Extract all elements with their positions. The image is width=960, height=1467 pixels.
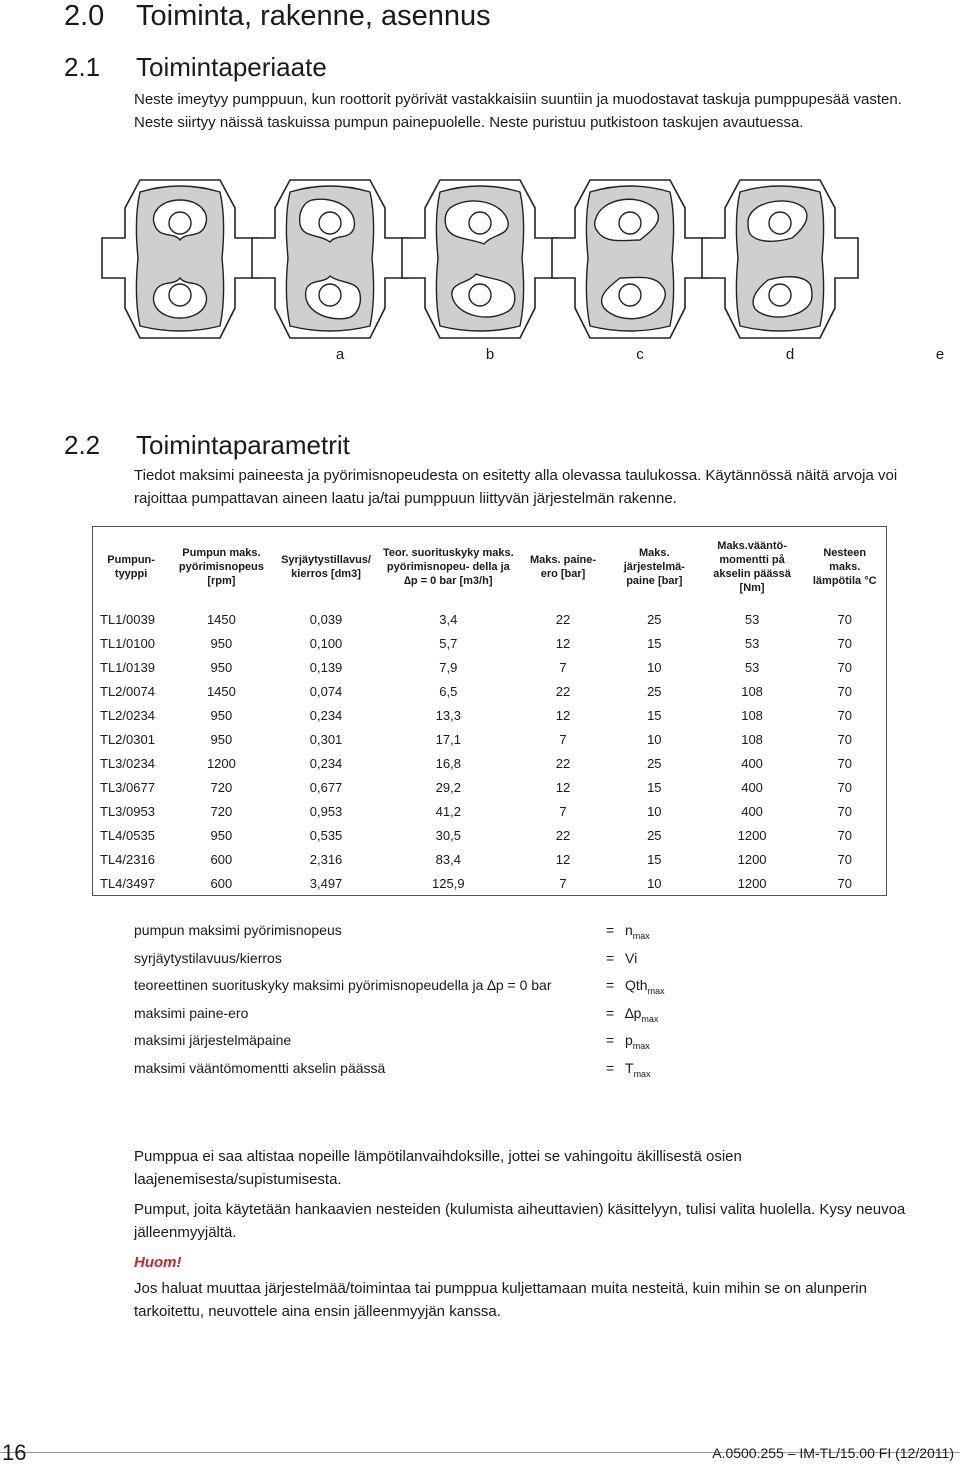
table-cell: 6,5 bbox=[439, 683, 458, 699]
table-cell: 30,5 bbox=[435, 827, 461, 843]
table-cell: 25 bbox=[647, 611, 662, 627]
table-cell: 70 bbox=[837, 611, 852, 627]
table-cell: 53 bbox=[744, 635, 760, 651]
pump-operation-figure bbox=[100, 178, 945, 368]
table-cell: 22 bbox=[555, 827, 571, 843]
table-cell: 0,139 bbox=[309, 659, 343, 675]
table-cell: 0,301 bbox=[309, 731, 343, 747]
legend-symbol-subscript: max bbox=[632, 1041, 650, 1051]
pump-housing-icon bbox=[700, 178, 860, 343]
header-theoretical-capacity: Teor. suorituskyky maks. pyörimisnopeu- della ja ∆p = 0 bar [m3/h] bbox=[383, 547, 514, 587]
legend-row bbox=[134, 1060, 754, 1088]
table-cell: 108 bbox=[741, 731, 763, 747]
header-max-speed: Pumpun maks. pyörimisnopeus [rpm] bbox=[178, 547, 264, 587]
table-row bbox=[93, 607, 887, 631]
pump-housing-icon bbox=[100, 178, 260, 343]
section-heading-2-1 bbox=[64, 52, 327, 83]
header-displacement: Syrjäytystillavus/ kierros [dm3] bbox=[281, 554, 371, 580]
legend-row bbox=[134, 977, 754, 1005]
table-cell: TL1/0039 bbox=[100, 611, 155, 627]
pump-diagram-e bbox=[700, 178, 945, 368]
table-cell: 950 bbox=[210, 707, 233, 723]
table-cell: 22 bbox=[555, 683, 571, 699]
table-cell: 1200 bbox=[737, 875, 767, 891]
table-cell: 0,074 bbox=[309, 683, 343, 699]
legend-symbol-subscript: max bbox=[641, 1013, 659, 1024]
table-cell: 0,234 bbox=[309, 755, 343, 771]
legend-symbol bbox=[625, 1032, 650, 1051]
table-cell: 25 bbox=[647, 683, 662, 699]
table-cell: 1450 bbox=[206, 611, 236, 627]
table-row bbox=[93, 751, 887, 775]
table-cell: 70 bbox=[837, 635, 852, 651]
header-max-torque: Maks.vääntö- momentti på akselin päässä [Nm] bbox=[713, 540, 791, 594]
heading-number: 2.2 bbox=[64, 430, 101, 460]
table-cell: 83,4 bbox=[435, 851, 461, 867]
table-cell: 41,2 bbox=[435, 803, 461, 819]
table-cell: 15 bbox=[647, 779, 662, 795]
table-body bbox=[93, 607, 887, 896]
table-cell: 1200 bbox=[737, 851, 767, 867]
table-cell: 10 bbox=[647, 803, 662, 819]
legend-equals: = bbox=[606, 949, 615, 966]
table-row bbox=[93, 727, 887, 751]
table-cell: 0,677 bbox=[309, 779, 343, 795]
heading-text: Toimintaperiaate bbox=[136, 52, 327, 82]
heading-number: 2.1 bbox=[64, 52, 101, 82]
legend-symbol-main: Vi bbox=[625, 949, 638, 966]
legend-term: maksimi järjestelmäpaine bbox=[134, 1032, 292, 1048]
legend-symbol-main: Qth bbox=[625, 977, 648, 993]
table-cell: 0,953 bbox=[309, 803, 343, 819]
table-cell: 7 bbox=[559, 803, 567, 819]
legend-row bbox=[134, 1005, 754, 1033]
heading-text: Toiminta, rakenne, asennus bbox=[136, 0, 491, 32]
table-cell: 7 bbox=[559, 875, 567, 891]
table-cell: TL2/0234 bbox=[100, 707, 155, 723]
table-cell: 1200 bbox=[737, 827, 767, 843]
table-cell: 70 bbox=[837, 707, 852, 723]
legend-symbol bbox=[625, 922, 650, 941]
table-cell: 720 bbox=[210, 779, 233, 795]
pump-label-d: d bbox=[785, 346, 795, 363]
table-cell: TL1/0139 bbox=[100, 659, 155, 675]
table-cell: 3,497 bbox=[309, 875, 343, 891]
legend-row bbox=[134, 950, 754, 978]
table-cell: TL2/0074 bbox=[100, 683, 155, 699]
table-cell: TL1/0100 bbox=[100, 635, 155, 651]
pump-diagram-d bbox=[550, 178, 795, 368]
table-cell: TL2/0301 bbox=[100, 731, 155, 747]
legend-symbol bbox=[625, 1005, 658, 1024]
table-row bbox=[93, 847, 887, 871]
note-changes: Jos haluat muuttaa järjestelmää/toimintaa tai pumppua kuljettamaan muita nesteitä, kuin mihin se on alunperin tarkoitettu, neuvottele aina ensin jälleenmyyjän kanssa. bbox=[134, 1280, 867, 1320]
legend-symbol-subscript: max bbox=[633, 1068, 651, 1079]
table-cell: 70 bbox=[837, 779, 852, 795]
pump-parameters-table bbox=[92, 526, 887, 896]
table-cell: 10 bbox=[647, 875, 662, 891]
pump-diagram-c bbox=[400, 178, 644, 368]
page-number: 16 bbox=[2, 1440, 27, 1465]
table-cell: 16,8 bbox=[435, 755, 461, 771]
legend-term: teoreettinen suorituskyky maksimi pyörimisnopeudella ja ∆p = 0 bar bbox=[134, 977, 552, 993]
table-cell: 125,9 bbox=[432, 875, 465, 891]
table-cell: 7 bbox=[559, 731, 567, 747]
document-reference: A.0500.255 – IM-TL/15.00 FI (12/2011) bbox=[712, 1445, 954, 1461]
table-cell: 12 bbox=[555, 635, 571, 651]
table-row bbox=[93, 799, 887, 823]
note-warning-title: Huom! bbox=[134, 1254, 182, 1271]
table-cell: 400 bbox=[741, 803, 763, 819]
table-cell: 70 bbox=[837, 875, 852, 891]
legend-equals: = bbox=[606, 1004, 615, 1021]
table-cell: 12 bbox=[555, 779, 571, 795]
legend-equals: = bbox=[606, 1059, 615, 1076]
table-cell: 12 bbox=[555, 707, 571, 723]
section-heading-2-2 bbox=[64, 430, 350, 461]
table-cell: TL4/3497 bbox=[100, 875, 155, 891]
table-cell: 29,2 bbox=[435, 779, 461, 795]
table-cell: 12 bbox=[555, 851, 571, 867]
header-max-system-pressure: Maks. järjestelmä- paine [bar] bbox=[623, 547, 685, 587]
legend-symbol bbox=[625, 1060, 651, 1079]
table-row bbox=[93, 679, 887, 703]
table-cell: TL3/0677 bbox=[100, 779, 155, 795]
note-abrasive: Pumput, joita käytetään hankaavien nesteiden (kulumista aiheuttavien) käsittelyyn, tulisi valita huolella. Kysy neuvoa jälleenmyyjältä. bbox=[134, 1201, 906, 1241]
table-cell: 108 bbox=[741, 683, 763, 699]
legend-row bbox=[134, 1032, 754, 1060]
table-cell: 950 bbox=[210, 827, 233, 843]
table-cell: 53 bbox=[744, 611, 760, 627]
header-max-temperature: Nesteen maks. lämpötila °C bbox=[812, 547, 877, 587]
table-cell: 7,9 bbox=[439, 659, 458, 675]
legend-symbol-main: n bbox=[625, 922, 633, 938]
table-cell: 70 bbox=[837, 851, 852, 867]
parameters-paragraph: Tiedot maksimi paineesta ja pyörimisnopeudesta on esitetty alla olevassa taulukossa. Käytännössä näitä arvoja voi rajoittaa pumpattavan aineen laatu ja/tai pumppuun liittyvän järjestelmän rakenne. bbox=[134, 467, 898, 507]
table-cell: 13,3 bbox=[435, 707, 461, 723]
legend-symbol bbox=[625, 977, 665, 996]
table-cell: TL4/2316 bbox=[100, 851, 155, 867]
table-cell: 1200 bbox=[206, 755, 236, 771]
legend-term: syrjäytystilavuus/kierros bbox=[134, 949, 282, 966]
table-cell: 3,4 bbox=[439, 611, 458, 627]
table-cell: 400 bbox=[741, 779, 763, 795]
legend-symbol-main: p bbox=[625, 1032, 633, 1048]
table-row bbox=[93, 703, 887, 727]
table-cell: TL4/0535 bbox=[100, 827, 155, 843]
table-cell: 25 bbox=[647, 755, 662, 771]
legend-symbol-subscript: max bbox=[647, 986, 665, 996]
table-cell: 0,234 bbox=[309, 707, 343, 723]
legend-symbol bbox=[625, 950, 637, 969]
legend-equals: = bbox=[606, 977, 615, 993]
legend-term: pumpun maksimi pyörimisnopeus bbox=[134, 922, 342, 938]
legend-row bbox=[134, 922, 754, 950]
pump-diagram-a bbox=[100, 178, 345, 368]
header-max-pressure-diff: Maks. paine- ero [bar] bbox=[530, 554, 597, 580]
symbol-legend bbox=[134, 922, 754, 1087]
heading-number: 2.0 bbox=[64, 0, 105, 32]
table-row bbox=[93, 823, 887, 847]
table-cell: 108 bbox=[741, 707, 763, 723]
table-cell: TL3/0234 bbox=[100, 755, 155, 771]
table-cell: 70 bbox=[837, 659, 852, 675]
pump-label-e: e bbox=[935, 346, 945, 363]
table-cell: 70 bbox=[837, 755, 852, 771]
table-cell: TL3/0953 bbox=[100, 803, 155, 819]
table-cell: 10 bbox=[647, 659, 662, 675]
table-cell: 10 bbox=[647, 731, 662, 747]
pump-label-b: b bbox=[485, 346, 495, 363]
table-row bbox=[93, 775, 887, 799]
table-cell: 17,1 bbox=[435, 731, 461, 747]
table-cell: 600 bbox=[210, 851, 233, 867]
header-pump-type: Pumpun- tyyppi bbox=[107, 554, 155, 580]
table-cell: 70 bbox=[837, 731, 852, 747]
table-cell: 15 bbox=[647, 851, 662, 867]
pump-label-c: c bbox=[636, 346, 644, 363]
table-cell: 25 bbox=[647, 827, 662, 843]
note-temperature: Pumppua ei saa altistaa nopeille lämpötilanvaihdoksille, jottei se vahingoitu äkillisestä osien laajenemisesta/supistumisesta. bbox=[134, 1148, 742, 1188]
table-cell: 22 bbox=[555, 611, 571, 627]
pump-housing-icon bbox=[550, 178, 710, 343]
table-cell: 400 bbox=[741, 755, 763, 771]
table-cell: 950 bbox=[210, 635, 233, 651]
intro-paragraph: Neste imeytyy pumppuun, kun roottorit pyörivät vastakkaisiin suuntiin ja muodostavat taskuja pumppupesää vasten. Neste siirtyy näissä taskuissa pumpun painepuolelle. Neste puristuu putkistoon taskujen avautuessa. bbox=[134, 91, 902, 131]
pump-label-a: a bbox=[335, 346, 345, 363]
table-cell: 950 bbox=[210, 731, 233, 747]
table-row bbox=[93, 871, 887, 896]
pump-diagram-b bbox=[250, 178, 495, 368]
table-row bbox=[93, 631, 887, 655]
table-cell: 5,7 bbox=[439, 635, 458, 651]
table-cell: 15 bbox=[647, 635, 662, 651]
table-cell: 2,316 bbox=[309, 851, 343, 867]
pump-housing-icon bbox=[400, 178, 560, 343]
table-header-row bbox=[93, 527, 887, 608]
table-cell: 70 bbox=[837, 827, 852, 843]
table-cell: 1450 bbox=[206, 683, 236, 699]
legend-equals: = bbox=[606, 1032, 615, 1048]
legend-term: maksimi paine-ero bbox=[134, 1004, 249, 1021]
legend-symbol-subscript: max bbox=[632, 931, 650, 941]
legend-symbol-main: T bbox=[625, 1059, 634, 1076]
table-cell: 0,535 bbox=[309, 827, 343, 843]
legend-equals: = bbox=[606, 922, 615, 938]
table-cell: 70 bbox=[837, 683, 852, 699]
legend-symbol-main: ∆p bbox=[625, 1004, 642, 1021]
table-cell: 0,100 bbox=[309, 635, 343, 651]
table-cell: 53 bbox=[744, 659, 760, 675]
section-heading-2-0 bbox=[64, 0, 491, 33]
table-cell: 15 bbox=[647, 707, 662, 723]
table-cell: 22 bbox=[555, 755, 571, 771]
table-cell: 720 bbox=[210, 803, 233, 819]
table-row bbox=[93, 655, 887, 679]
table-cell: 0,039 bbox=[309, 611, 343, 627]
table-cell: 950 bbox=[210, 659, 233, 675]
heading-text: Toimintaparametrit bbox=[136, 430, 350, 460]
table-cell: 600 bbox=[210, 875, 233, 891]
table-cell: 70 bbox=[837, 803, 852, 819]
legend-term: maksimi vääntömomentti akselin päässä bbox=[134, 1059, 386, 1076]
table-cell: 7 bbox=[559, 659, 567, 675]
pump-housing-icon bbox=[250, 178, 410, 343]
